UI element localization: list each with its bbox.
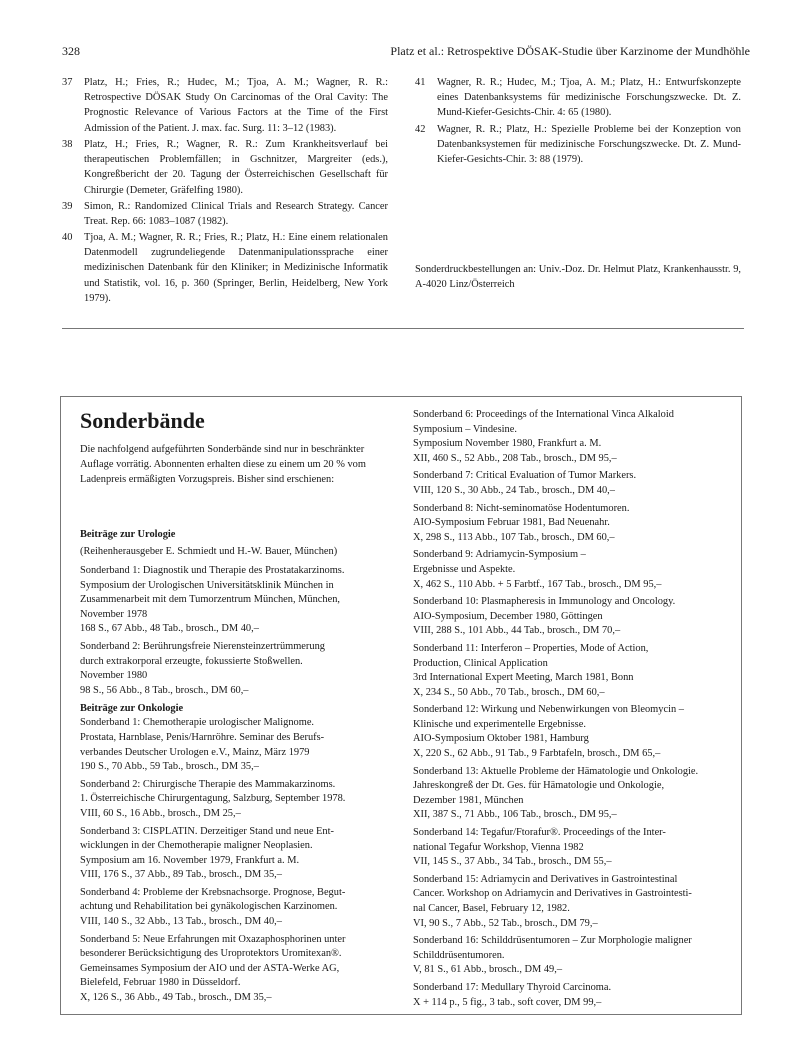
entry-line: Cancer. Workshop on Adriamycin and Derivatives in Gastrointesti-	[413, 888, 692, 900]
reference-37	[62, 75, 388, 136]
sonderband-entry	[413, 703, 735, 761]
box-intro: Die nachfolgend aufgeführten Sonderbände sind nur in beschränkter Auflage vorrätig. Abonnenten erhalten diese zu einem um 20 % vom Ladenpreis ermäßigten Vorzugspreis. Bisher sind erschienen:	[80, 444, 366, 485]
reference-text: Wagner, R. R.; Hudec, M.; Tjoa, A. M.; Platz, H.: Entwurfskonzepte eines Datenbanksystems für medizinische Forschungszwecke. Dt. Z. Mund-Kiefer-Gesichts-Chir. 4: 65 (1980).	[437, 77, 741, 119]
entry-line: Sonderband 4: Probleme der Krebsnachsorge. Prognose, Begut-	[80, 886, 346, 898]
sonderband-entry	[413, 469, 735, 498]
reference-number: 37	[62, 77, 73, 88]
entry-line: Sonderband 10: Plasmapheresis in Immunology and Oncology.	[413, 596, 676, 608]
sonderband-entry	[413, 981, 735, 1010]
entry-line: Symposium der Urologischen Universitätsklinik München in	[80, 579, 334, 591]
entry-line: Klinische und experimentelle Ergebnisse.	[413, 718, 586, 730]
oncology-heading: Beiträge zur Onkologie	[80, 703, 184, 715]
sonderband-entry	[413, 826, 735, 870]
entry-line: XII, 460 S., 52 Abb., 208 Tab., brosch., DM 95,–	[413, 452, 617, 464]
sonderband-entry	[413, 595, 735, 639]
entry-line: 1. Österreichische Chirurgentagung, Salzburg, September 1978.	[80, 793, 346, 805]
entry-line: Sonderband 17: Medullary Thyroid Carcinoma.	[413, 981, 612, 993]
entry-line: Sonderband 12: Wirkung und Nebenwirkungen von Bleomycin –	[413, 704, 684, 716]
entry-line: Sonderband 1: Diagnostik und Therapie des Prostatakarzinoms.	[80, 565, 345, 576]
entry-line: Schilddrüsentumoren.	[413, 949, 505, 961]
entry-line: XII, 387 S., 71 Abb., 106 Tab., brosch., DM 95,–	[413, 809, 617, 821]
entry-line: VIII, 288 S., 101 Abb., 44 Tab., brosch., DM 70,–	[413, 625, 621, 637]
entry-line: Sonderband 2: Berührungsfreie Nierensteinzertrümmerung	[80, 640, 325, 652]
reference-41	[415, 75, 741, 121]
entry-line: Symposium – Vindesine.	[413, 423, 517, 435]
oncology-list-right	[413, 408, 735, 1010]
entry-line: Jahreskongreß der Dt. Ges. für Hämatologie und Onkologie,	[413, 780, 665, 792]
sonderband-entry	[80, 564, 396, 637]
entry-line: VIII, 120 S., 30 Abb., 24 Tab., brosch., DM 40,–	[413, 484, 615, 496]
reference-40	[62, 230, 388, 306]
entry-line: Gemeinsames Symposium der AIO und der ASTA-Werke AG,	[80, 962, 340, 974]
reference-number: 41	[415, 77, 426, 88]
entry-line: Sonderband 6: Proceedings of the International Vinca Alkaloid	[413, 409, 674, 420]
entry-line: wicklungen in der Chemotherapie maligner Neoplasien.	[80, 840, 313, 852]
entry-line: V, 81 S., 61 Abb., brosch., DM 49,–	[413, 964, 563, 976]
entry-line: 98 S., 56 Abb., 8 Tab., brosch., DM 60,–	[80, 684, 249, 696]
sonderband-entry	[80, 825, 396, 883]
entry-line: Sonderband 2: Chirurgische Therapie des Mammakarzinoms.	[80, 778, 336, 790]
reprint-note	[415, 262, 741, 292]
entry-line: X + 114 p., 5 fig., 3 tab., soft cover, DM 99,–	[413, 996, 602, 1008]
sonderband-entry	[413, 642, 735, 700]
sonderband-entry	[413, 408, 735, 466]
box-title: Sonderbände	[80, 408, 205, 433]
entry-line: VIII, 176 S., 37 Abb., 89 Tab., brosch., DM 35,–	[80, 869, 282, 881]
entry-line: besonderer Berücksichtigung des Uroprotektors Uromitexan®.	[80, 948, 342, 960]
reference-number: 40	[62, 232, 73, 243]
reference-number: 39	[62, 201, 73, 212]
reference-number: 42	[415, 124, 426, 135]
entry-line: Ergebnisse und Aspekte.	[413, 563, 516, 575]
entry-line: Sonderband 5: Neue Erfahrungen mit Oxazaphosphorinen unter	[80, 933, 346, 945]
entry-line: VIII, 60 S., 16 Abb., brosch., DM 25,–	[80, 807, 241, 819]
separator-line	[62, 328, 744, 329]
entry-line: X, 126 S., 36 Abb., 49 Tab., brosch., DM 35,–	[80, 992, 272, 1004]
entry-line: national Tegafur Workshop, Vienna 1982	[413, 841, 584, 853]
box-right-column	[413, 408, 735, 1013]
sonderband-entry	[80, 778, 396, 822]
sonderband-entry	[80, 640, 396, 698]
sonderband-entry	[80, 933, 396, 1006]
entry-line: VII, 145 S., 37 Abb., 34 Tab., brosch., DM 55,–	[413, 856, 612, 868]
entry-line: Sonderband 16: Schilddrüsentumoren – Zur Morphologie maligner	[413, 935, 692, 947]
reference-text: Simon, R.: Randomized Clinical Trials and Research Strategy. Cancer Treat. Rep. 66: 1083–1087 (1982).	[84, 201, 388, 228]
entry-line: 3rd International Expert Meeting, March 1981, Bonn	[413, 672, 634, 684]
entry-line: Sonderband 9: Adriamycin-Symposium –	[413, 549, 586, 561]
entry-line: November 1980	[80, 670, 148, 682]
entry-line: Sonderband 3: CISPLATIN. Derzeitiger Stand und neue Ent-	[80, 825, 334, 837]
entry-line: X, 298 S., 113 Abb., 107 Tab., brosch., DM 60,–	[413, 531, 615, 543]
entry-line: 168 S., 67 Abb., 48 Tab., brosch., DM 40,–	[80, 623, 259, 635]
entry-line: Symposium am 16. November 1979, Frankfurt a. M.	[80, 854, 300, 866]
entry-line: X, 234 S., 50 Abb., 70 Tab., brosch., DM 60,–	[413, 686, 605, 698]
entry-line: Dezember 1981, München	[413, 794, 524, 806]
entry-line: Zusammenarbeit mit dem Tumorzentrum München, München,	[80, 594, 341, 606]
reference-38	[62, 137, 388, 198]
entry-line: verbandes Deutscher Urologen e.V., Mainz, März 1979	[80, 746, 310, 758]
entry-line: VIII, 140 S., 32 Abb., 13 Tab., brosch., DM 40,–	[80, 916, 282, 928]
entry-line: Sonderband 7: Critical Evaluation of Tumor Markers.	[413, 470, 637, 482]
entry-line: AIO-Symposium, December 1980, Göttingen	[413, 610, 603, 622]
entry-line: November 1978	[80, 608, 148, 620]
sonderband-entry	[413, 765, 735, 823]
entry-line: Sonderband 14: Tegafur/Ftorafur®. Proceedings of the Inter-	[413, 827, 666, 839]
sonderband-entry	[413, 548, 735, 592]
entry-line: AIO-Symposium Oktober 1981, Hamburg	[413, 733, 589, 745]
entry-line: Sonderband 15: Adriamycin and Derivatives in Gastrointestinal	[413, 873, 678, 885]
entry-line: durch extrakorporal erzeugte, fokussierte Stoßwellen.	[80, 655, 303, 667]
entry-line: X, 462 S., 110 Abb. + 5 Farbtf., 167 Tab., brosch., DM 95,–	[413, 578, 662, 590]
entry-line: Sonderband 1: Chemotherapie urologischer Malignome.	[80, 717, 315, 729]
entry-line: Sonderband 11: Interferon – Properties, Mode of Action,	[413, 642, 649, 654]
sonderband-entry	[413, 502, 735, 546]
entry-line: Production, Clinical Application	[413, 657, 548, 669]
reference-text: Platz, H.; Fries, R.; Wagner, R. R.: Zum Krankheitsverlauf bei therapeutischen Problemfällen; in Gschnitzer, Margreiter (eds.), Kongreßbericht der 20. Tagung der Österreichischen Gesellschaft für Chirurgie (Demeter, Gräfelfing 1980).	[84, 139, 388, 196]
urology-list	[80, 564, 396, 698]
reference-text: Wagner, R. R.; Platz, H.: Spezielle Probleme bei der Konzeption von Datenbanksystemen für medizinische Forschungszwecke. Dt. Z. Mund-Kiefer-Gesichts-Chir. 3: 88 (1979).	[437, 124, 741, 166]
oncology-list-left	[80, 716, 396, 1005]
sonderband-entry	[80, 886, 396, 930]
page-number: 328	[62, 44, 80, 58]
sonderband-entry	[413, 873, 735, 931]
reference-39	[62, 199, 388, 229]
box-left-column	[80, 408, 396, 1009]
reference-text: Tjoa, A. M.; Wagner, R. R.; Fries, R.; Platz, H.: Eine einem relationalen Datenmodell zugrundeliegende Datenmanipulationssprache einer medizinischen Datenbank für den Kliniker; in Medizinische Informatik und Statistik, vol. 16, p. 360 (Springer, Berlin, Heidelberg, New York 1979).	[84, 232, 388, 304]
entry-line: Symposium November 1980, Frankfurt a. M.	[413, 438, 602, 450]
reprint-text: Sonderdruckbestellungen an: Univ.-Doz. Dr. Helmut Platz, Krankenhausstr. 9, A-4020 Linz/Österreich	[415, 264, 741, 291]
entry-line: Sonderband 13: Aktuelle Probleme der Hämatologie und Onkologie.	[413, 765, 699, 777]
urology-heading: Beiträge zur Urologie	[80, 529, 176, 540]
entry-line: achtung und Rehabilitation bei gynäkologischen Karzinomen.	[80, 901, 338, 913]
running-head: Platz et al.: Retrospektive DÖSAK-Studie über Karzinome der Mundhöhle	[390, 44, 750, 58]
entry-line: AIO-Symposium Februar 1981, Bad Neuenahr.	[413, 517, 610, 529]
reference-text: Platz, H.; Fries, R.; Hudec, M.; Tjoa, A. M.; Wagner, R. R.: Retrospective DÖSAK Study On Carcinomas of the Oral Cavity: The Prognostic Relevance of Various Factors at the Time of the First Admission of the Patient. J. max. fac. Surg. 11: 3–12 (1983).	[84, 77, 388, 134]
entry-line: Prostata, Harnblase, Penis/Harnröhre. Seminar des Berufs-	[80, 731, 325, 743]
entry-line: Sonderband 8: Nicht-seminomatöse Hodentumoren.	[413, 502, 630, 514]
entry-line: nal Cancer, Basel, February 12, 1982.	[413, 903, 570, 914]
reference-42	[415, 122, 741, 168]
entry-line: Bielefeld, Februar 1980 in Düsseldorf.	[80, 977, 241, 989]
entry-line: 190 S., 70 Abb., 59 Tab., brosch., DM 35,–	[80, 761, 259, 773]
entry-line: VI, 90 S., 7 Abb., 52 Tab., brosch., DM 79,–	[413, 917, 598, 929]
entry-line: X, 220 S., 62 Abb., 91 Tab., 9 Farbtafeln, brosch., DM 65,–	[413, 748, 661, 760]
urology-editors: (Reihenherausgeber E. Schmiedt und H.-W. Bauer, München)	[80, 546, 338, 557]
sonderband-entry	[80, 716, 396, 774]
reference-number: 38	[62, 139, 73, 150]
sonderband-entry	[413, 934, 735, 978]
